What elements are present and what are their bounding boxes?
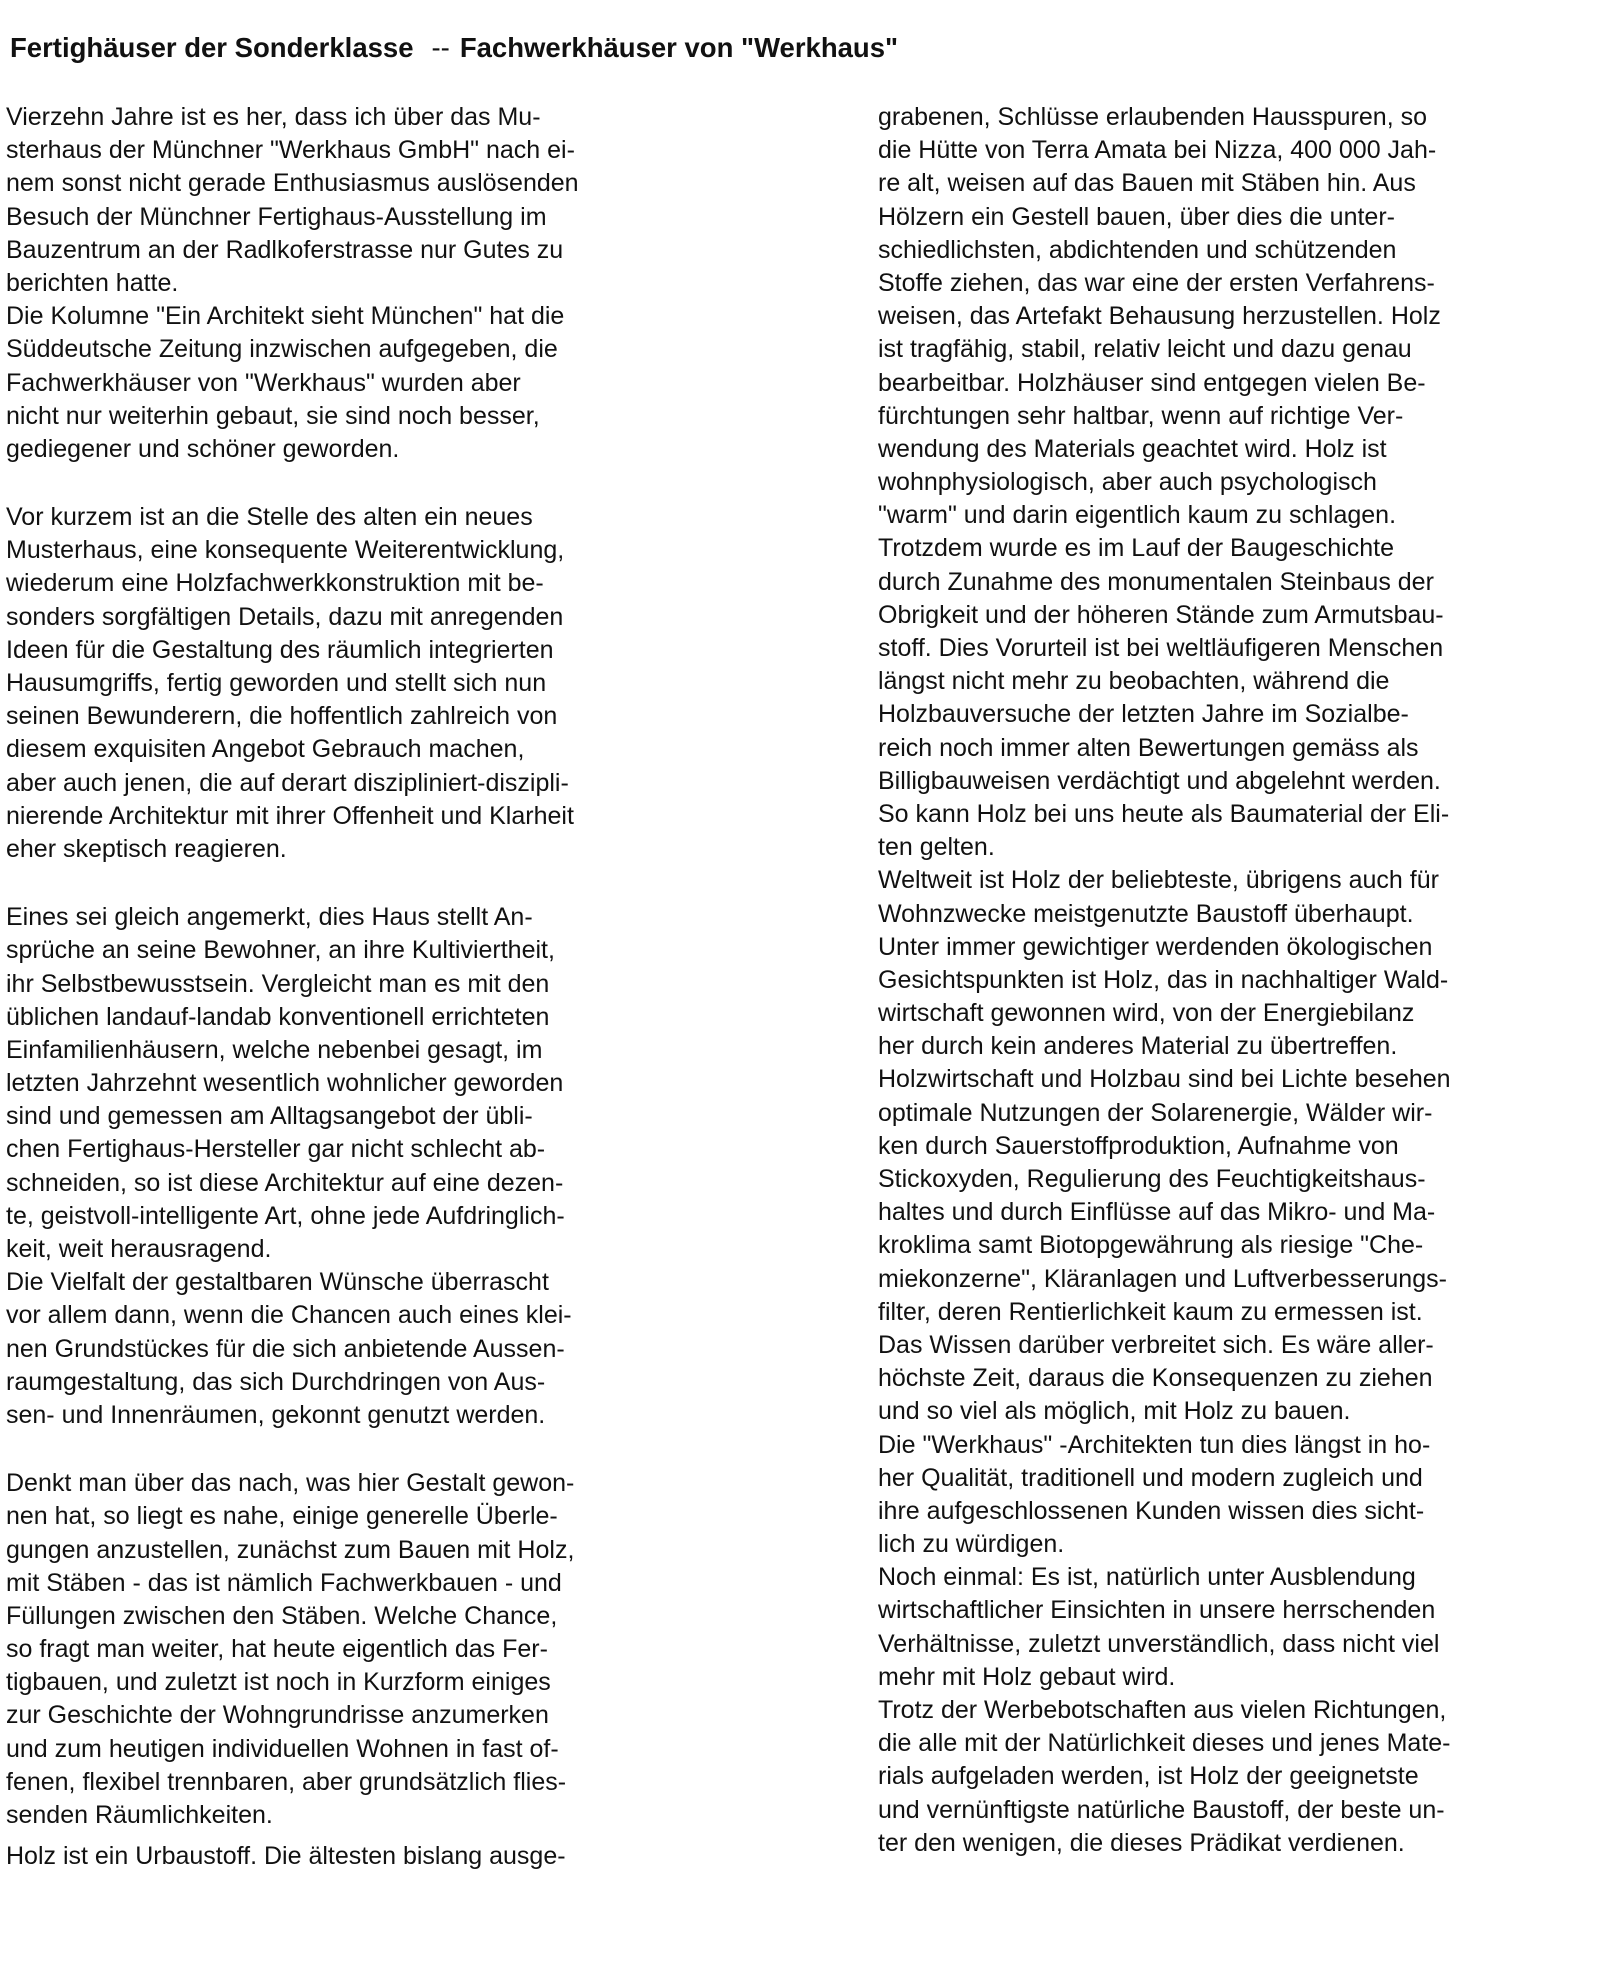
text-line: die alle mit der Natürlichkeit dieses und jenes Mate- xyxy=(878,1729,1451,1758)
left-column xyxy=(6,101,716,1873)
text-line: zur Geschichte der Wohngrundrisse anzumerken xyxy=(6,1701,549,1730)
text-line: so fragt man weiter, hat heute eigentlich das Fer- xyxy=(6,1635,548,1664)
text-line: ter den wenigen, die dieses Prädikat verdienen. xyxy=(878,1828,1405,1857)
text-line: Fachwerkhäuser von "Werkhaus" wurden aber xyxy=(6,368,521,397)
text-line: Vor kurzem ist an die Stelle des alten ein neues xyxy=(6,503,533,532)
text-line: nierende Architektur mit ihrer Offenheit und Klarheit xyxy=(6,801,574,830)
text-line: Trotzdem wurde es im Lauf der Baugeschichte xyxy=(878,534,1394,563)
text-line: Stoffe ziehen, das war eine der ersten Verfahrens- xyxy=(878,268,1435,297)
text-line: aber auch jenen, die auf derart diszipliniert-diszipli- xyxy=(6,768,569,797)
text-line: Weltweit ist Holz der beliebteste, übrigens auch für xyxy=(878,866,1439,895)
paragraph-4 xyxy=(6,1467,716,1832)
paragraph-5 xyxy=(6,1840,716,1873)
text-line: Hölzern ein Gestell bauen, über dies die unter- xyxy=(878,202,1395,231)
text-line: tigbauen, und zuletzt ist noch in Kurzform einiges xyxy=(6,1668,551,1697)
text-line: chen Fertighaus-Hersteller gar nicht schlecht ab- xyxy=(6,1135,546,1164)
text-line: Süddeutsche Zeitung inzwischen aufgegeben, die xyxy=(6,335,558,364)
text-line: gungen anzustellen, zunächst zum Bauen mit Holz, xyxy=(6,1535,575,1564)
text-line: kroklima samt Biotopgewährung als riesige "Che- xyxy=(878,1231,1424,1260)
text-line: letzten Jahrzehnt wesentlich wohnlicher geworden xyxy=(6,1069,564,1098)
text-line: Trotz der Werbebotschaften aus vielen Richtungen, xyxy=(878,1696,1447,1724)
text-line: grabenen, Schlüsse erlaubenden Hausspuren, so xyxy=(878,103,1427,131)
text-line: seinen Bewunderern, die hoffentlich zahlreich von xyxy=(6,702,558,731)
text-line: durch Zunahme des monumentalen Steinbaus der xyxy=(878,567,1434,596)
article-header xyxy=(10,28,1510,68)
text-line: rials aufgeladen werden, ist Holz der geeignetste xyxy=(878,1762,1419,1791)
text-line: Füllungen zwischen den Stäben. Welche Chance, xyxy=(6,1601,558,1630)
text-line: her Qualität, traditionell und modern zugleich und xyxy=(878,1463,1423,1492)
text-line: filter, deren Rentierlichkeit kaum zu ermessen ist. xyxy=(878,1297,1423,1326)
text-line: und vernünftigste natürliche Baustoff, der beste un- xyxy=(878,1795,1445,1824)
text-line: gediegener und schöner geworden. xyxy=(6,434,400,463)
text-line: längst nicht mehr zu beobachten, während die xyxy=(878,667,1390,696)
text-line: Das Wissen darüber verbreitet sich. Es wäre aller- xyxy=(878,1330,1434,1359)
text-line: bearbeitbar. Holzhäuser sind entgegen vielen Be- xyxy=(878,368,1426,397)
text-line: Bauzentrum an der Radlkoferstrasse nur Gutes zu xyxy=(6,235,564,264)
text-line: nem sonst nicht gerade Enthusiasmus auslösenden xyxy=(6,169,579,198)
text-line: Noch einmal: Es ist, natürlich unter Ausblendung xyxy=(878,1563,1416,1592)
paragraph-1 xyxy=(6,101,716,466)
text-line: ten gelten. xyxy=(878,833,995,862)
text-line: Hausumgriffs, fertig geworden und stellt sich nun xyxy=(6,669,547,697)
text-line: Einfamilienhäusern, welche nebenbei gesagt, im xyxy=(6,1035,543,1064)
text-line: und so viel als möglich, mit Holz zu bauen. xyxy=(878,1397,1351,1426)
text-line: Die Vielfalt der gestaltbaren Wünsche überrascht xyxy=(6,1268,549,1297)
text-line: ken durch Sauerstoffproduktion, Aufnahme von xyxy=(878,1131,1399,1160)
text-line: mit Stäben - das ist nämlich Fachwerkbauen - und xyxy=(6,1568,562,1597)
text-line: re alt, weisen auf das Bauen mit Stäben hin. Aus xyxy=(878,169,1416,198)
text-line: Verhältnisse, zuletzt unverständlich, dass nicht viel xyxy=(878,1629,1440,1658)
text-line: stoff. Dies Vorurteil ist bei weltläufigeren Menschen xyxy=(878,634,1444,662)
paragraph-2 xyxy=(6,501,716,866)
text-line: te, geistvoll-intelligente Art, ohne jede Aufdringlich- xyxy=(6,1201,565,1230)
text-line: keit, weit herausragend. xyxy=(6,1235,272,1263)
title-separator: -- xyxy=(431,32,450,63)
text-line: So kann Holz bei uns heute als Baumaterial der Eli- xyxy=(878,799,1450,828)
paragraph-3 xyxy=(6,901,716,1432)
text-line: wirtschaft gewonnen wird, von der Energiebilanz xyxy=(878,999,1415,1028)
text-line: weisen, das Artefakt Behausung herzustellen. Holz xyxy=(878,302,1441,331)
text-line: nicht nur weiterhin gebaut, sie sind noch besser, xyxy=(6,401,540,430)
text-line: Holzwirtschaft und Holzbau sind bei Lichte besehen xyxy=(878,1065,1451,1094)
text-line: nen hat, so liegt es nahe, einige generelle Überle- xyxy=(6,1502,558,1531)
text-line: Musterhaus, eine konsequente Weiterentwicklung, xyxy=(6,536,565,565)
text-line: ihre aufgeschlossenen Kunden wissen dies sicht- xyxy=(878,1496,1425,1525)
text-line: eher skeptisch reagieren. xyxy=(6,834,287,863)
text-line: Denkt man über das nach, was hier Gestalt gewon- xyxy=(6,1469,575,1498)
text-line: Obrigkeit und der höheren Stände zum Armutsbau- xyxy=(878,600,1444,629)
text-line: fenen, flexibel trennbaren, aber grundsätzlich flies- xyxy=(6,1767,567,1796)
text-line: Ideen für die Gestaltung des räumlich integrierten xyxy=(6,635,554,664)
text-line: wohnphysiologisch, aber auch psychologisch xyxy=(878,468,1377,497)
text-line: Vierzehn Jahre ist es her, dass ich über das Mu- xyxy=(6,103,541,131)
text-line: Holzbauversuche der letzten Jahre im Sozialbe- xyxy=(878,700,1409,729)
text-line: und zum heutigen individuellen Wohnen in fast of- xyxy=(6,1734,559,1763)
text-line: höchste Zeit, daraus die Konsequenzen zu ziehen xyxy=(878,1364,1433,1393)
text-line: Stickoxyden, Regulierung des Feuchtigkeitshaus- xyxy=(878,1165,1426,1193)
text-line: Billigbauweisen verdächtigt und abgelehnt werden. xyxy=(878,766,1441,795)
text-line: miekonzerne", Kläranlagen und Luftverbesserungs- xyxy=(878,1264,1447,1293)
text-line: sterhaus der Münchner "Werkhaus GmbH" nach ei- xyxy=(6,136,575,165)
text-line: reich noch immer alten Bewertungen gemäss als xyxy=(878,733,1419,762)
text-line: sen- und Innenräumen, gekonnt genutzt werden. xyxy=(6,1400,546,1429)
text-line: wendung des Materials geachtet wird. Holz ist xyxy=(878,434,1387,463)
text-line: "warm" und darin eigentlich kaum zu schlagen. xyxy=(878,501,1397,530)
text-line: sonders sorgfältigen Details, dazu mit anregenden xyxy=(6,602,564,631)
text-line: sprüche an seine Bewohner, an ihre Kultiviertheit, xyxy=(6,936,555,965)
text-line: mehr mit Holz gebaut wird. xyxy=(878,1662,1176,1691)
right-column-text xyxy=(878,101,1596,1860)
text-line: her durch kein anderes Material zu übertreffen. xyxy=(878,1032,1398,1061)
text-line: üblichen landauf-landab konventionell errichteten xyxy=(6,1002,550,1031)
text-line: schneiden, so ist diese Architektur auf eine dezen- xyxy=(6,1168,564,1197)
text-line: lich zu würdigen. xyxy=(878,1530,1065,1559)
text-line: Die Kolumne "Ein Architekt sieht München" hat die xyxy=(6,302,565,331)
right-column xyxy=(878,101,1596,1860)
text-line: Gesichtspunkten ist Holz, das in nachhaltiger Wald- xyxy=(878,965,1449,994)
article-title: Fertighäuser der Sonderklasse xyxy=(10,32,414,63)
text-line: optimale Nutzungen der Solarenergie, Wälder wir- xyxy=(878,1098,1433,1127)
text-line: nen Grundstückes für die sich anbietende Aussen- xyxy=(6,1334,565,1363)
article-subtitle: Fachwerkhäuser von "Werkhaus" xyxy=(459,32,899,63)
text-line: raumgestaltung, das sich Durchdringen von Aus- xyxy=(6,1367,546,1396)
text-line: ist tragfähig, stabil, relativ leicht und dazu genau xyxy=(878,335,1412,364)
text-line: fürchtungen sehr haltbar, wenn auf richtige Ver- xyxy=(878,401,1404,430)
text-line: haltes und durch Einflüsse auf das Mikro- und Ma- xyxy=(878,1198,1436,1227)
text-line: Holz ist ein Urbaustoff. Die ältesten bislang ausge- xyxy=(6,1842,566,1871)
text-line: berichten hatte. xyxy=(6,268,179,297)
text-line: wirtschaftlicher Einsichten in unsere herrschenden xyxy=(878,1596,1436,1625)
text-line: senden Räumlichkeiten. xyxy=(6,1801,273,1829)
text-line: die Hütte von Terra Amata bei Nizza, 400 000 Jah- xyxy=(878,136,1437,165)
text-line: wiederum eine Holzfachwerkkonstruktion mit be- xyxy=(6,569,544,598)
text-line: schiedlichsten, abdichtenden und schützenden xyxy=(878,235,1397,264)
text-line: Besuch der Münchner Fertighaus-Ausstellung im xyxy=(6,202,547,231)
text-line: Eines sei gleich angemerkt, dies Haus stellt An- xyxy=(6,903,533,932)
text-line: Die "Werkhaus" -Architekten tun dies längst in ho- xyxy=(878,1430,1431,1459)
text-line: vor allem dann, wenn die Chancen auch eines klei- xyxy=(6,1301,572,1330)
text-line: sind und gemessen am Alltagsangebot der übli- xyxy=(6,1102,533,1131)
text-line: ihr Selbstbewusstsein. Vergleicht man es mit den xyxy=(6,969,550,998)
text-line: diesem exquisiten Angebot Gebrauch machen, xyxy=(6,735,525,764)
text-line: Wohnzwecke meistgenutzte Baustoff überhaupt. xyxy=(878,899,1414,928)
text-line: Unter immer gewichtiger werdenden ökologischen xyxy=(878,932,1433,961)
